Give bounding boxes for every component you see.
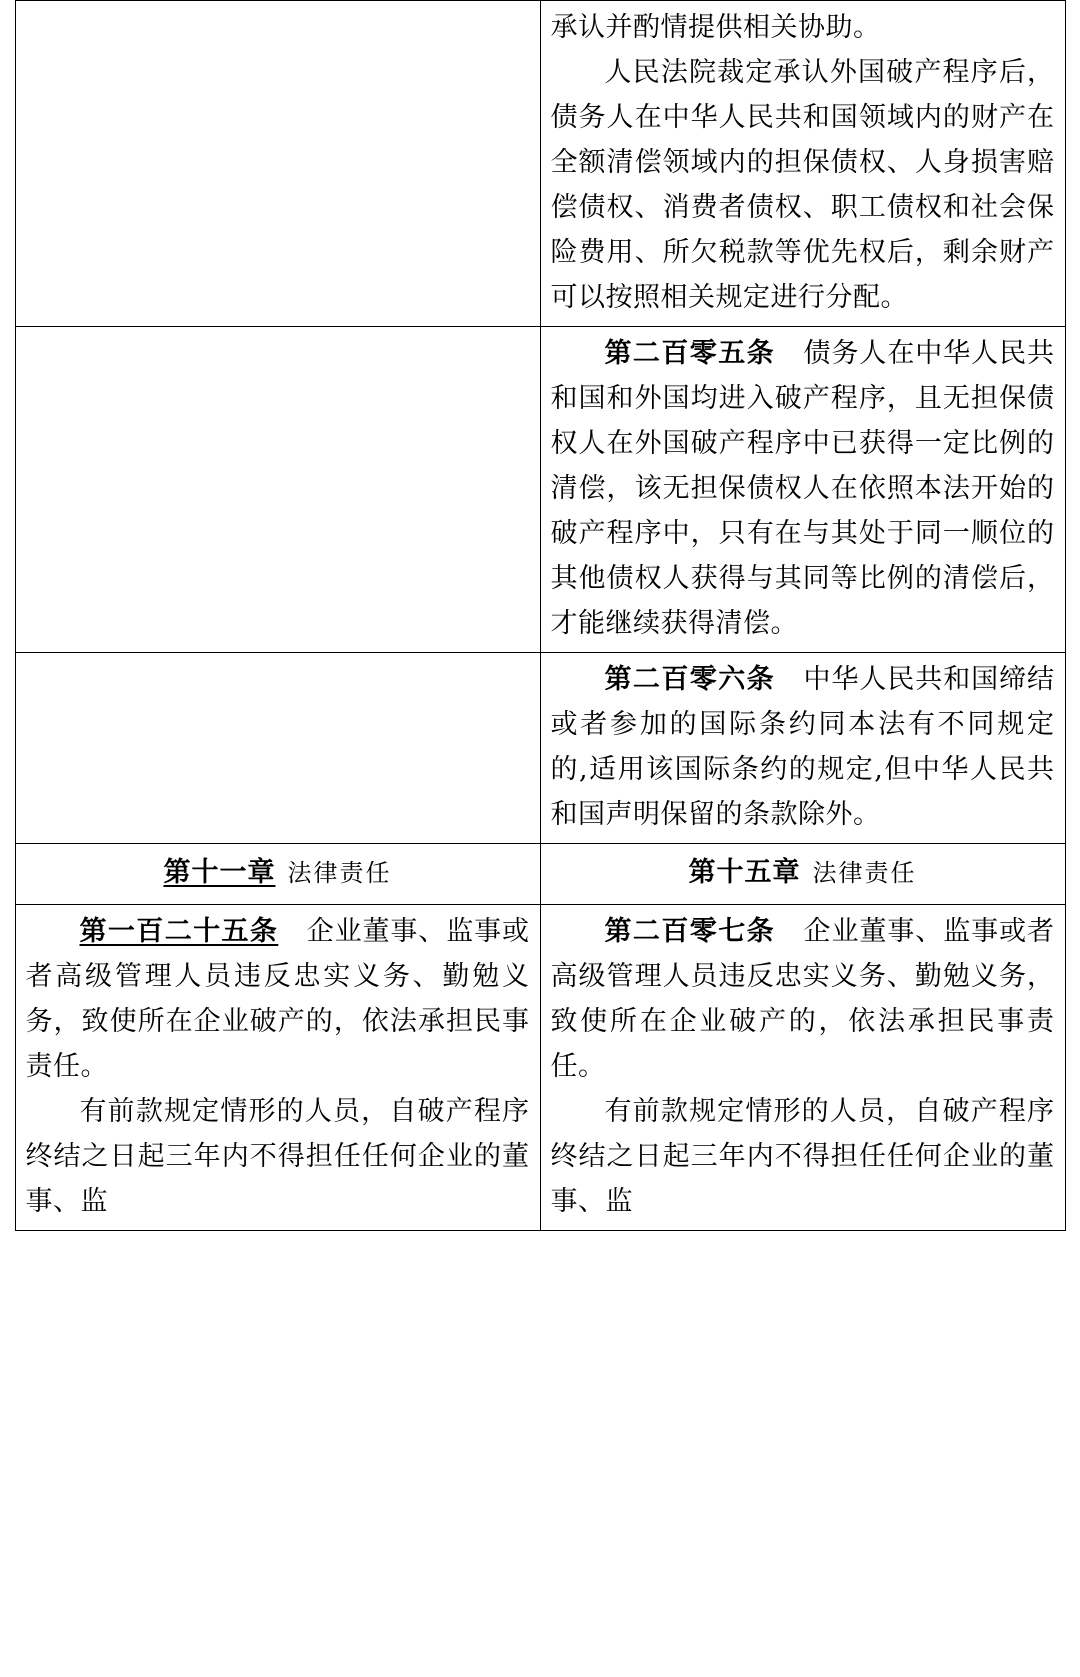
article-number: 第二百零五条	[604, 338, 776, 369]
table-cell-right	[540, 653, 1065, 844]
table-body	[15, 1, 1065, 1231]
empty-cell-content	[26, 331, 530, 332]
table-cell-left	[15, 905, 540, 1231]
table-cell-right	[540, 844, 1065, 905]
chapter-number: 第十五章	[688, 857, 801, 888]
paragraph: 有前款规定情形的人员，自破产程序终结之日起三年内不得担任任何企业的董事、监	[550, 1096, 1055, 1217]
article-number: 第二百零七条	[604, 916, 776, 947]
table-row	[15, 905, 1065, 1231]
article-paragraph	[551, 657, 1055, 837]
article-paragraph	[26, 909, 530, 1089]
chapter-title: 法律责任	[287, 859, 392, 887]
paragraph: 有前款规定情形的人员，自破产程序终结之日起三年内不得担任任何企业的董事、监	[25, 1096, 530, 1217]
article-text: 中华人民共和国缔结或者参加的国际条约同本法有不同规定的,适用该国际条约的规定,但中华人民共和国声明保留的条款除外。	[550, 664, 1055, 830]
comparison-table	[15, 0, 1066, 1231]
article-text: 企业董事、监事或者高级管理人员违反忠实义务、勤勉义务，致使所在企业破产的，依法承担民事责任。	[25, 916, 530, 1082]
chapter-title: 法律责任	[812, 859, 917, 887]
table-cell-left	[15, 844, 540, 905]
table-row	[15, 653, 1065, 844]
article-text: 企业董事、监事或者高级管理人员违反忠实义务、勤勉义务，致使所在企业破产的，依法承担民事责任。	[550, 916, 1055, 1082]
article-paragraph	[551, 909, 1055, 1089]
table-row	[15, 327, 1065, 653]
chapter-number: 第十一章	[163, 857, 276, 888]
article-paragraph	[551, 331, 1055, 646]
article-number: 第一百二十五条	[79, 916, 279, 947]
empty-cell-content	[26, 657, 530, 658]
table-cell-left	[15, 1, 540, 327]
empty-cell-content	[26, 5, 530, 6]
table-cell-left	[15, 653, 540, 844]
article-text: 债务人在中华人民共和国和外国均进入破产程序，且无担保债权人在外国破产程序中已获得一定比例的清偿，该无担保债权人在依照本法开始的破产程序中，只有在与其处于同一顺位的其他债权人获得与其同等比例的清偿后，才能继续获得清偿。	[550, 338, 1055, 639]
table-cell-right	[540, 327, 1065, 653]
paragraph: 承认并酌情提供相关协助。	[550, 12, 881, 43]
table-cell-right	[540, 1, 1065, 327]
table-cell-left	[15, 327, 540, 653]
table-row	[15, 1, 1065, 327]
article-number: 第二百零六条	[604, 664, 776, 695]
table-row	[15, 844, 1065, 905]
chapter-heading	[551, 848, 1055, 898]
paragraph: 人民法院裁定承认外国破产程序后，债务人在中华人民共和国领域内的财产在全额清偿领域内的担保债权、人身损害赔偿债权、消费者债权、职工债权和社会保险费用、所欠税款等优先权后，剩余财产可以按照相关规定进行分配。	[550, 57, 1055, 313]
chapter-heading	[26, 848, 530, 898]
table-cell-right	[540, 905, 1065, 1231]
